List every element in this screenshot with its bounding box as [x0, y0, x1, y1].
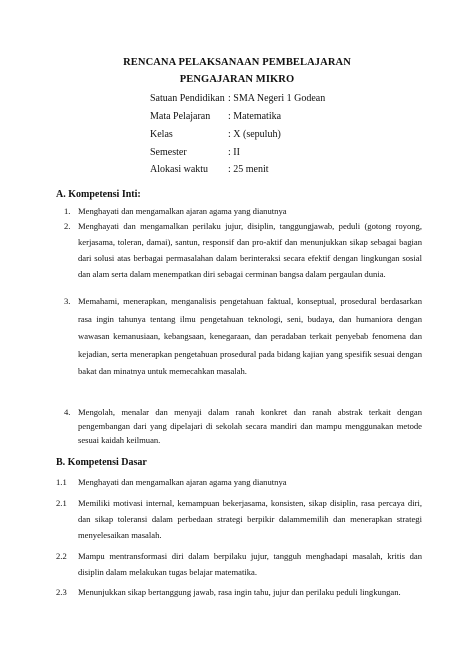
- meta-row-mata-pelajaran: [150, 111, 281, 122]
- list-item: [64, 405, 422, 447]
- list-item: [64, 206, 422, 217]
- item-text: Menghayati dan mengamalkan ajaran agama yang dianutnya: [78, 477, 287, 487]
- item-text: Menghayati dan mengamalkan perilaku jujur, disiplin, tanggungjawab, peduli (gotong royong, kerjasama, toleran, damai), santun, responsif dan pro-aktif dan menunjukkan sikap sebagai bagian dari solusi atas berbagai permasalahan dalam berinteraksi secara efektif dengan lingkungan sosial dan alam serta dalam menempatkan diri sebagai cerminan bangsa dalam pergaulan dunia.: [78, 221, 422, 279]
- document-title: RENCANA PELAKSANAAN PEMBELAJARAN: [123, 57, 351, 68]
- meta-label: Satuan Pendidikan: [150, 93, 225, 104]
- item-number: 1.: [64, 206, 71, 216]
- item-text: Menunjukkan sikap bertanggung jawab, rasa ingin tahu, jujur dan perilaku peduli lingkungan.: [78, 587, 401, 597]
- item-number: 2.: [64, 221, 71, 231]
- meta-value: : 25 menit: [228, 164, 269, 175]
- meta-value: : SMA Negeri 1 Godean: [228, 93, 326, 104]
- meta-label: Kelas: [150, 129, 173, 140]
- meta-row-semester: [150, 147, 240, 158]
- list-item: [64, 218, 422, 282]
- item-number: 4.: [64, 407, 71, 417]
- list-item: [56, 584, 422, 600]
- meta-row-alokasi-waktu: [150, 164, 269, 175]
- section-heading-kompetensi-dasar: B. Kompetensi Dasar: [56, 457, 147, 468]
- list-item: [56, 548, 422, 580]
- meta-row-kelas: [150, 129, 281, 140]
- item-text: Mampu mentransformasi diri dalam berpilaku jujur, tangguh menghadapi masalah, kritis dan disiplin dalam melakukan tugas belajar matematika.: [78, 551, 422, 577]
- meta-value: : Matematika: [228, 111, 282, 122]
- meta-label: Alokasi waktu: [150, 164, 209, 175]
- list-item: [56, 476, 422, 488]
- meta-label: Mata Pelajaran: [150, 111, 211, 122]
- item-number: 3.: [64, 296, 71, 306]
- meta-row-satuan-pendidikan: [150, 93, 325, 104]
- item-number: 2.2: [56, 551, 67, 561]
- item-number: 2.3: [56, 587, 67, 597]
- meta-label: Semester: [150, 147, 187, 158]
- item-number: 2.1: [56, 498, 67, 508]
- section-heading-kompetensi-inti: A. Kompetensi Inti:: [56, 189, 141, 200]
- item-text: Mengolah, menalar dan menyaji dalam ranah konkret dan ranah abstrak terkait dengan pengembangan dari yang dipelajari di sekolah secara mandiri dan mampu menggunakan metode sesuai kaidah keilmuan.: [78, 407, 422, 445]
- item-text: Memahami, menerapkan, menganalisis pengetahuan faktual, konseptual, prosedural berdasarkan rasa ingin tahunya tentang ilmu pengetahuan teknologi, seni, budaya, dan humaniora dengan wawasan kemanusiaan, kebangsaan, kenegaraan, dan peradaban terkait penyebab fenomena dan kejadian, serta menerapkan pengetahuan prosedural pada bidang kajian yang spesifik sesuai dengan bakat dan minatnya untuk memecahkan masalah.: [78, 296, 422, 376]
- meta-value: : II: [228, 147, 240, 158]
- document-subtitle: PENGAJARAN MIKRO: [179, 74, 295, 85]
- list-item: [64, 293, 422, 381]
- item-number: 1.1: [56, 477, 67, 487]
- meta-value: : X (sepuluh): [228, 129, 281, 140]
- list-item: [56, 495, 422, 543]
- item-text: Menghayati dan mengamalkan ajaran agama yang dianutnya: [78, 206, 287, 216]
- item-text: Memiliki motivasi internal, kemampuan bekerjasama, konsisten, sikap disiplin, rasa percaya diri, dan sikap toleransi dalam perbedaan strategi berpikir dalammemilih dan menerapkan strategi menyelesaikan masalah.: [78, 498, 422, 540]
